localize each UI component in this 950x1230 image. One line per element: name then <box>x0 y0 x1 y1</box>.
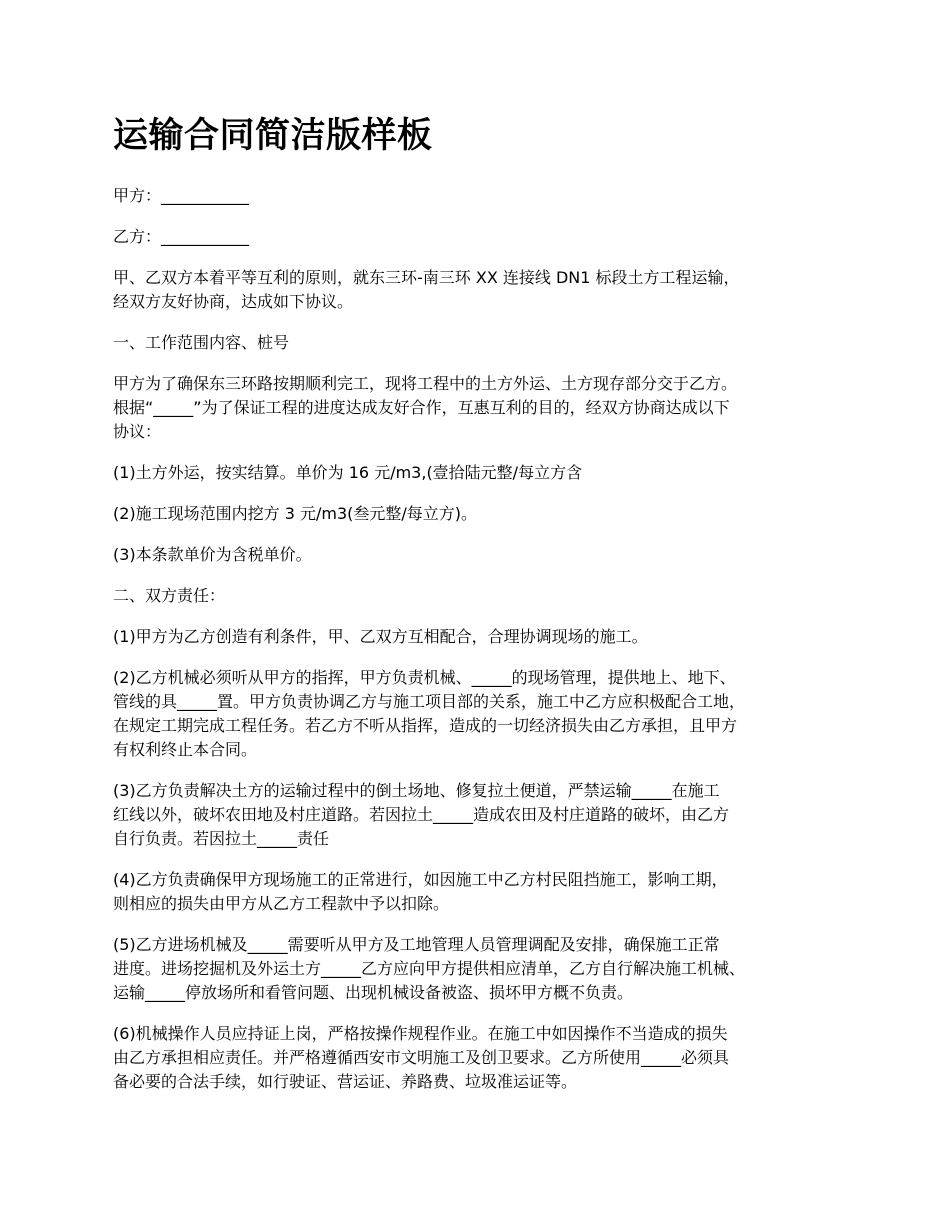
document-body <box>113 184 848 1094</box>
paragraph <box>113 184 848 208</box>
text-line: 备必要的合法手续，如行驶证、营运证、养路费、垃圾准运证等。 <box>113 1072 578 1091</box>
text-line: 一、工作范围内容、桩号 <box>113 333 290 352</box>
text-line: (1)甲方为乙方创造有利条件，甲、乙双方互相配合，合理协调现场的施工。 <box>113 627 648 646</box>
paragraph <box>113 331 848 355</box>
text-line: 二、双方责任： <box>113 586 226 605</box>
paragraph <box>113 868 848 916</box>
text-line: 甲、乙双方本着平等互利的原则，就东三环-南三环 XX 连接线 DN1 标段土方工程运输， <box>113 268 740 287</box>
text-line: 管线的具_____置。甲方负责协调乙方与施工项目部的关系，施工中乙方应积极配合工地， <box>113 692 746 711</box>
text-line: 协议： <box>113 422 162 441</box>
text-line: 进度。进场挖掘机及外运土方_____乙方应向甲方提供相应清单，乙方自行解决施工机械、 <box>113 959 746 978</box>
text-line: 甲方：___________ <box>113 186 250 205</box>
text-line: 有权利终止本合同。 <box>113 740 258 759</box>
paragraph <box>113 933 848 1005</box>
paragraph <box>113 502 848 526</box>
paragraph <box>113 584 848 608</box>
text-line: 根据“_____”为了保证工程的进度达成友好合作，互惠互利的目的，经双方协商达成以下 <box>113 398 730 417</box>
text-line: 甲方为了确保东三环路按期顺利完工，现将工程中的土方外运、土方现存部分交于乙方。 <box>113 374 738 393</box>
text-line: (1)土方外运，按实结算。单价为 16 元/m3,(壹拾陆元整/每立方含 <box>113 463 583 482</box>
text-line: 经双方友好协商，达成如下协议。 <box>113 292 354 311</box>
text-line: 自行负责。若因拉土_____责任 <box>113 829 330 848</box>
text-line: (3)乙方负责解决土方的运输过程中的倒土场地、修复拉土便道，严禁运输_____在施工 <box>113 781 720 800</box>
text-line: 乙方：___________ <box>113 227 250 246</box>
text-line: 则相应的损失由甲方从乙方工程款中予以扣除。 <box>113 894 450 913</box>
document-page <box>113 110 848 1111</box>
text-line: (4)乙方负责确保甲方现场施工的正常进行，如因施工中乙方村民阻挡施工，影响工期， <box>113 870 728 889</box>
paragraph <box>113 625 848 649</box>
text-line: 在规定工期完成工程任务。若乙方不听从指挥，造成的一切经济损失由乙方承担，且甲方 <box>113 716 738 735</box>
text-line: 运输_____停放场所和看管问题、出现机械设备被盗、损坏甲方概不负责。 <box>113 983 634 1002</box>
text-line: (6)机械操作人员应持证上岗，严格按操作规程作业。在施工中如因操作不当造成的损失 <box>113 1024 728 1043</box>
paragraph <box>113 461 848 485</box>
text-line: 由乙方承担相应责任。并严格遵循西安市文明施工及创卫要求。乙方所使用_____必须具 <box>113 1048 730 1067</box>
document-title: 运输合同简洁版样板 <box>113 116 433 156</box>
text-line: (2)施工现场范围内挖方 3 元/m3(叁元整/每立方)。 <box>113 504 478 523</box>
text-line: 红线以外，破坏农田地及村庄道路。若因拉土_____造成农田及村庄道路的破坏，由乙方 <box>113 805 730 824</box>
paragraph <box>113 372 848 444</box>
text-line: (3)本条款单价为含税单价。 <box>113 545 312 564</box>
text-line: (2)乙方机械必须听从甲方的指挥，甲方负责机械、_____的现场管理，提供地上、地下、 <box>113 668 736 687</box>
paragraph <box>113 543 848 567</box>
paragraph <box>113 225 848 249</box>
text-line: (5)乙方进场机械及_____需要听从甲方及工地管理人员管理调配及安排，确保施工正常 <box>113 935 720 954</box>
paragraph <box>113 666 848 762</box>
paragraph <box>113 266 848 314</box>
paragraph <box>113 779 848 851</box>
paragraph <box>113 1022 848 1094</box>
